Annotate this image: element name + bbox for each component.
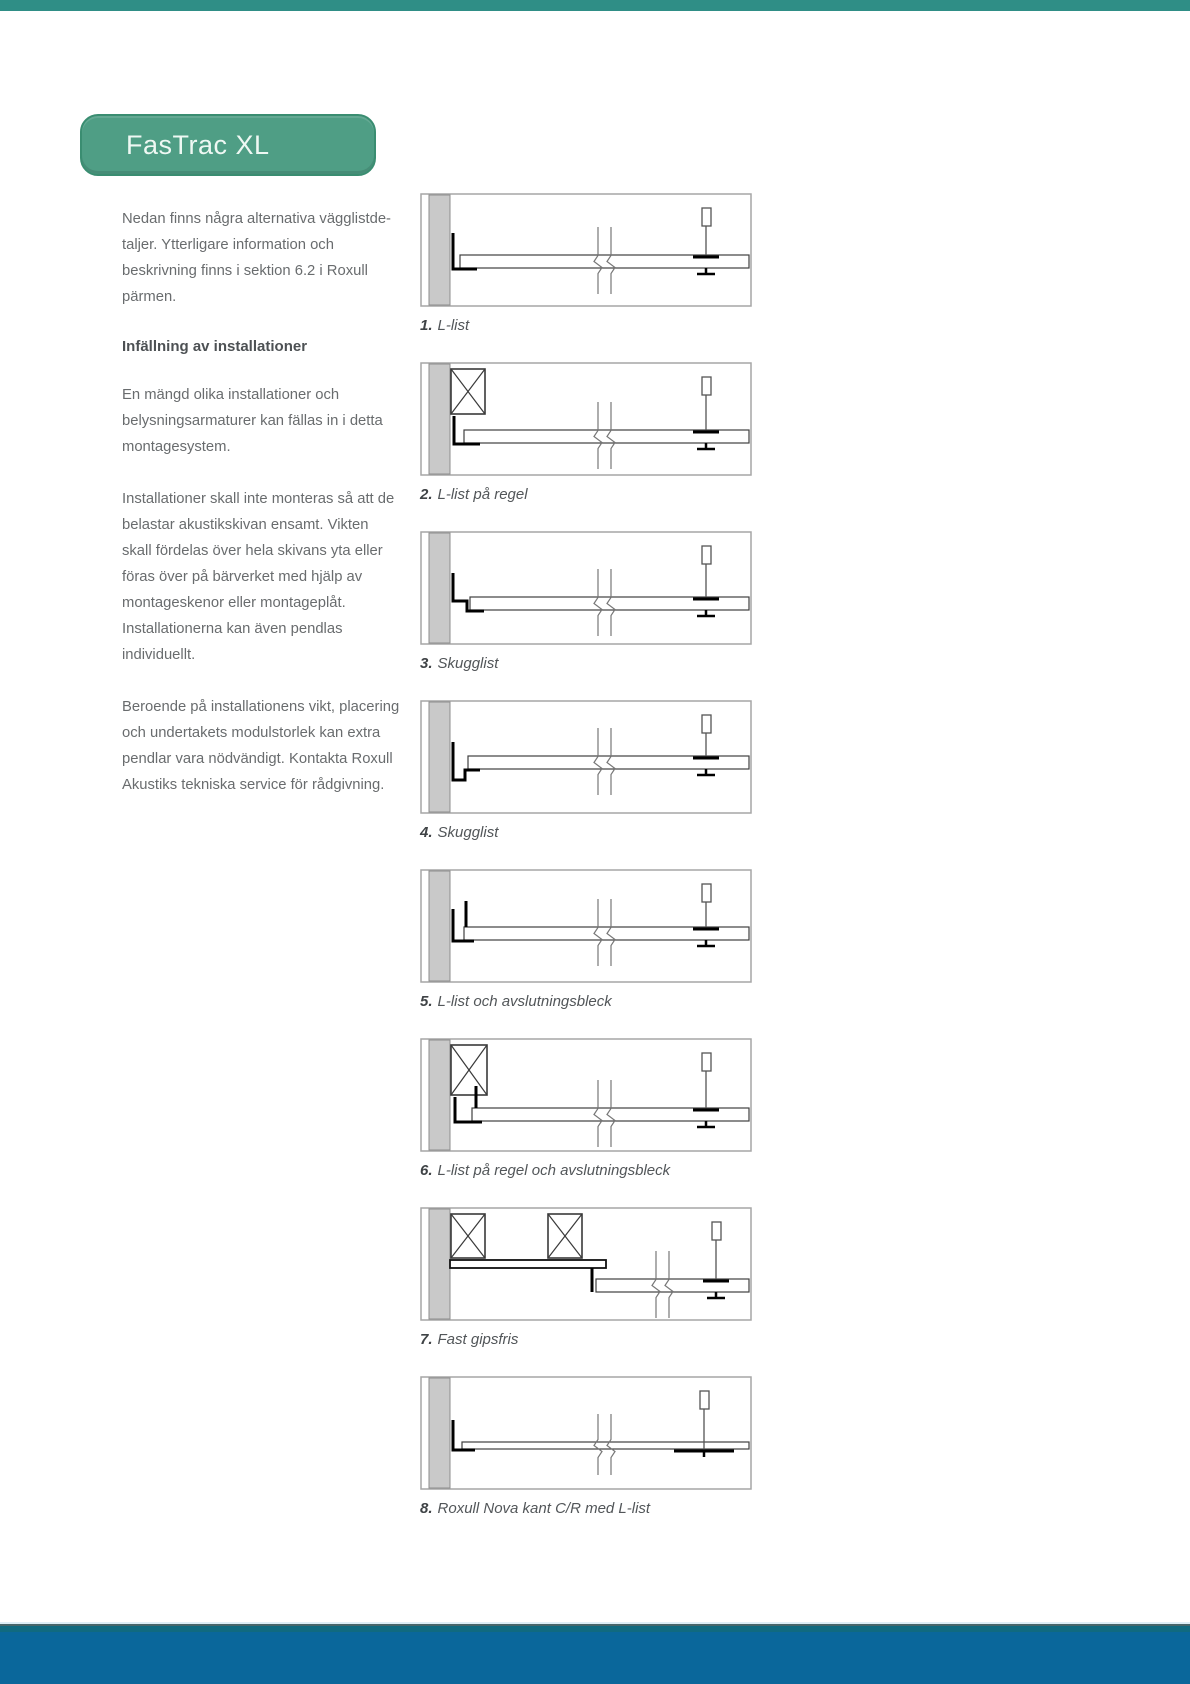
figure-6-label: L-list på regel och avslutningsbleck [437,1162,671,1179]
section-heading: Infällning av installationer [122,338,308,355]
figure-1 [420,193,752,336]
figure-3-label: Skugglist [437,655,499,672]
figure-8-diagram [420,1376,752,1490]
page-title: FasTrac XL [126,129,270,160]
figure-7 [420,1207,752,1350]
figure-7-number: 7. [420,1331,433,1348]
figure-4-number: 4. [420,824,433,841]
figure-2-label: L-list på regel [437,486,528,503]
figure-1-caption [420,316,752,336]
figure-5-caption [420,992,752,1012]
advice-paragraph: Beroende på installationens vikt, placering och undertakets modulstorlek kan extra pendlar vara nödvändigt. Kontakta Roxull Akustiks tekniska service för rådgivning. [122,699,400,793]
figure-6-diagram [420,1038,752,1152]
figure-3-diagram [420,531,752,645]
figure-4 [420,700,752,843]
figure-4-diagram [420,700,752,814]
figure-5-number: 5. [420,993,433,1010]
figure-8-caption [420,1499,752,1519]
figure-7-label: Fast gipsfris [437,1331,519,1348]
figure-3 [420,531,752,674]
figure-5-label: L-list och avslutningsbleck [437,993,612,1010]
figure-2-number: 2. [420,486,433,503]
figure-1-label: L-list [437,317,470,334]
figure-6-caption [420,1161,752,1181]
text-column [122,206,400,824]
installations-paragraph: En mängd olika installationer och belysningsarmaturer kan fällas in i detta montagesystem. [122,387,383,455]
figure-4-caption [420,823,752,843]
figure-2 [420,362,752,505]
figure-6-number: 6. [420,1162,433,1179]
figure-3-number: 3. [420,655,433,672]
figure-3-caption [420,654,752,674]
figure-5 [420,869,752,1012]
bottom-color-bar [0,1622,1190,1684]
figure-8 [420,1376,752,1519]
figure-7-caption [420,1330,752,1350]
figure-4-label: Skugglist [437,824,499,841]
figures-column [420,193,752,1545]
figure-8-number: 8. [420,1500,433,1517]
mounting-paragraph: Installationer skall inte monteras så att de belastar akustikskivan ensamt. Vikten skall fördelas över hela skivans yta eller föras över på bärverket med hjälp av montageskenor eller montageplåt. Installationerna kan även pendlas individuellt. [122,491,395,663]
figure-7-diagram [420,1207,752,1321]
intro-paragraph: Nedan finns några alternativa vägglistde-taljer. Ytterligare information och beskrivning finns i sektion 6.2 i Roxull pärmen. [122,211,391,305]
figure-8-label: Roxull Nova kant C/R med L-list [437,1500,651,1517]
top-color-bar [0,0,1190,11]
figure-1-number: 1. [420,317,433,334]
figure-6 [420,1038,752,1181]
figure-2-diagram [420,362,752,476]
figure-5-diagram [420,869,752,983]
figure-2-caption [420,485,752,505]
title-badge [80,114,376,176]
figure-1-diagram [420,193,752,307]
